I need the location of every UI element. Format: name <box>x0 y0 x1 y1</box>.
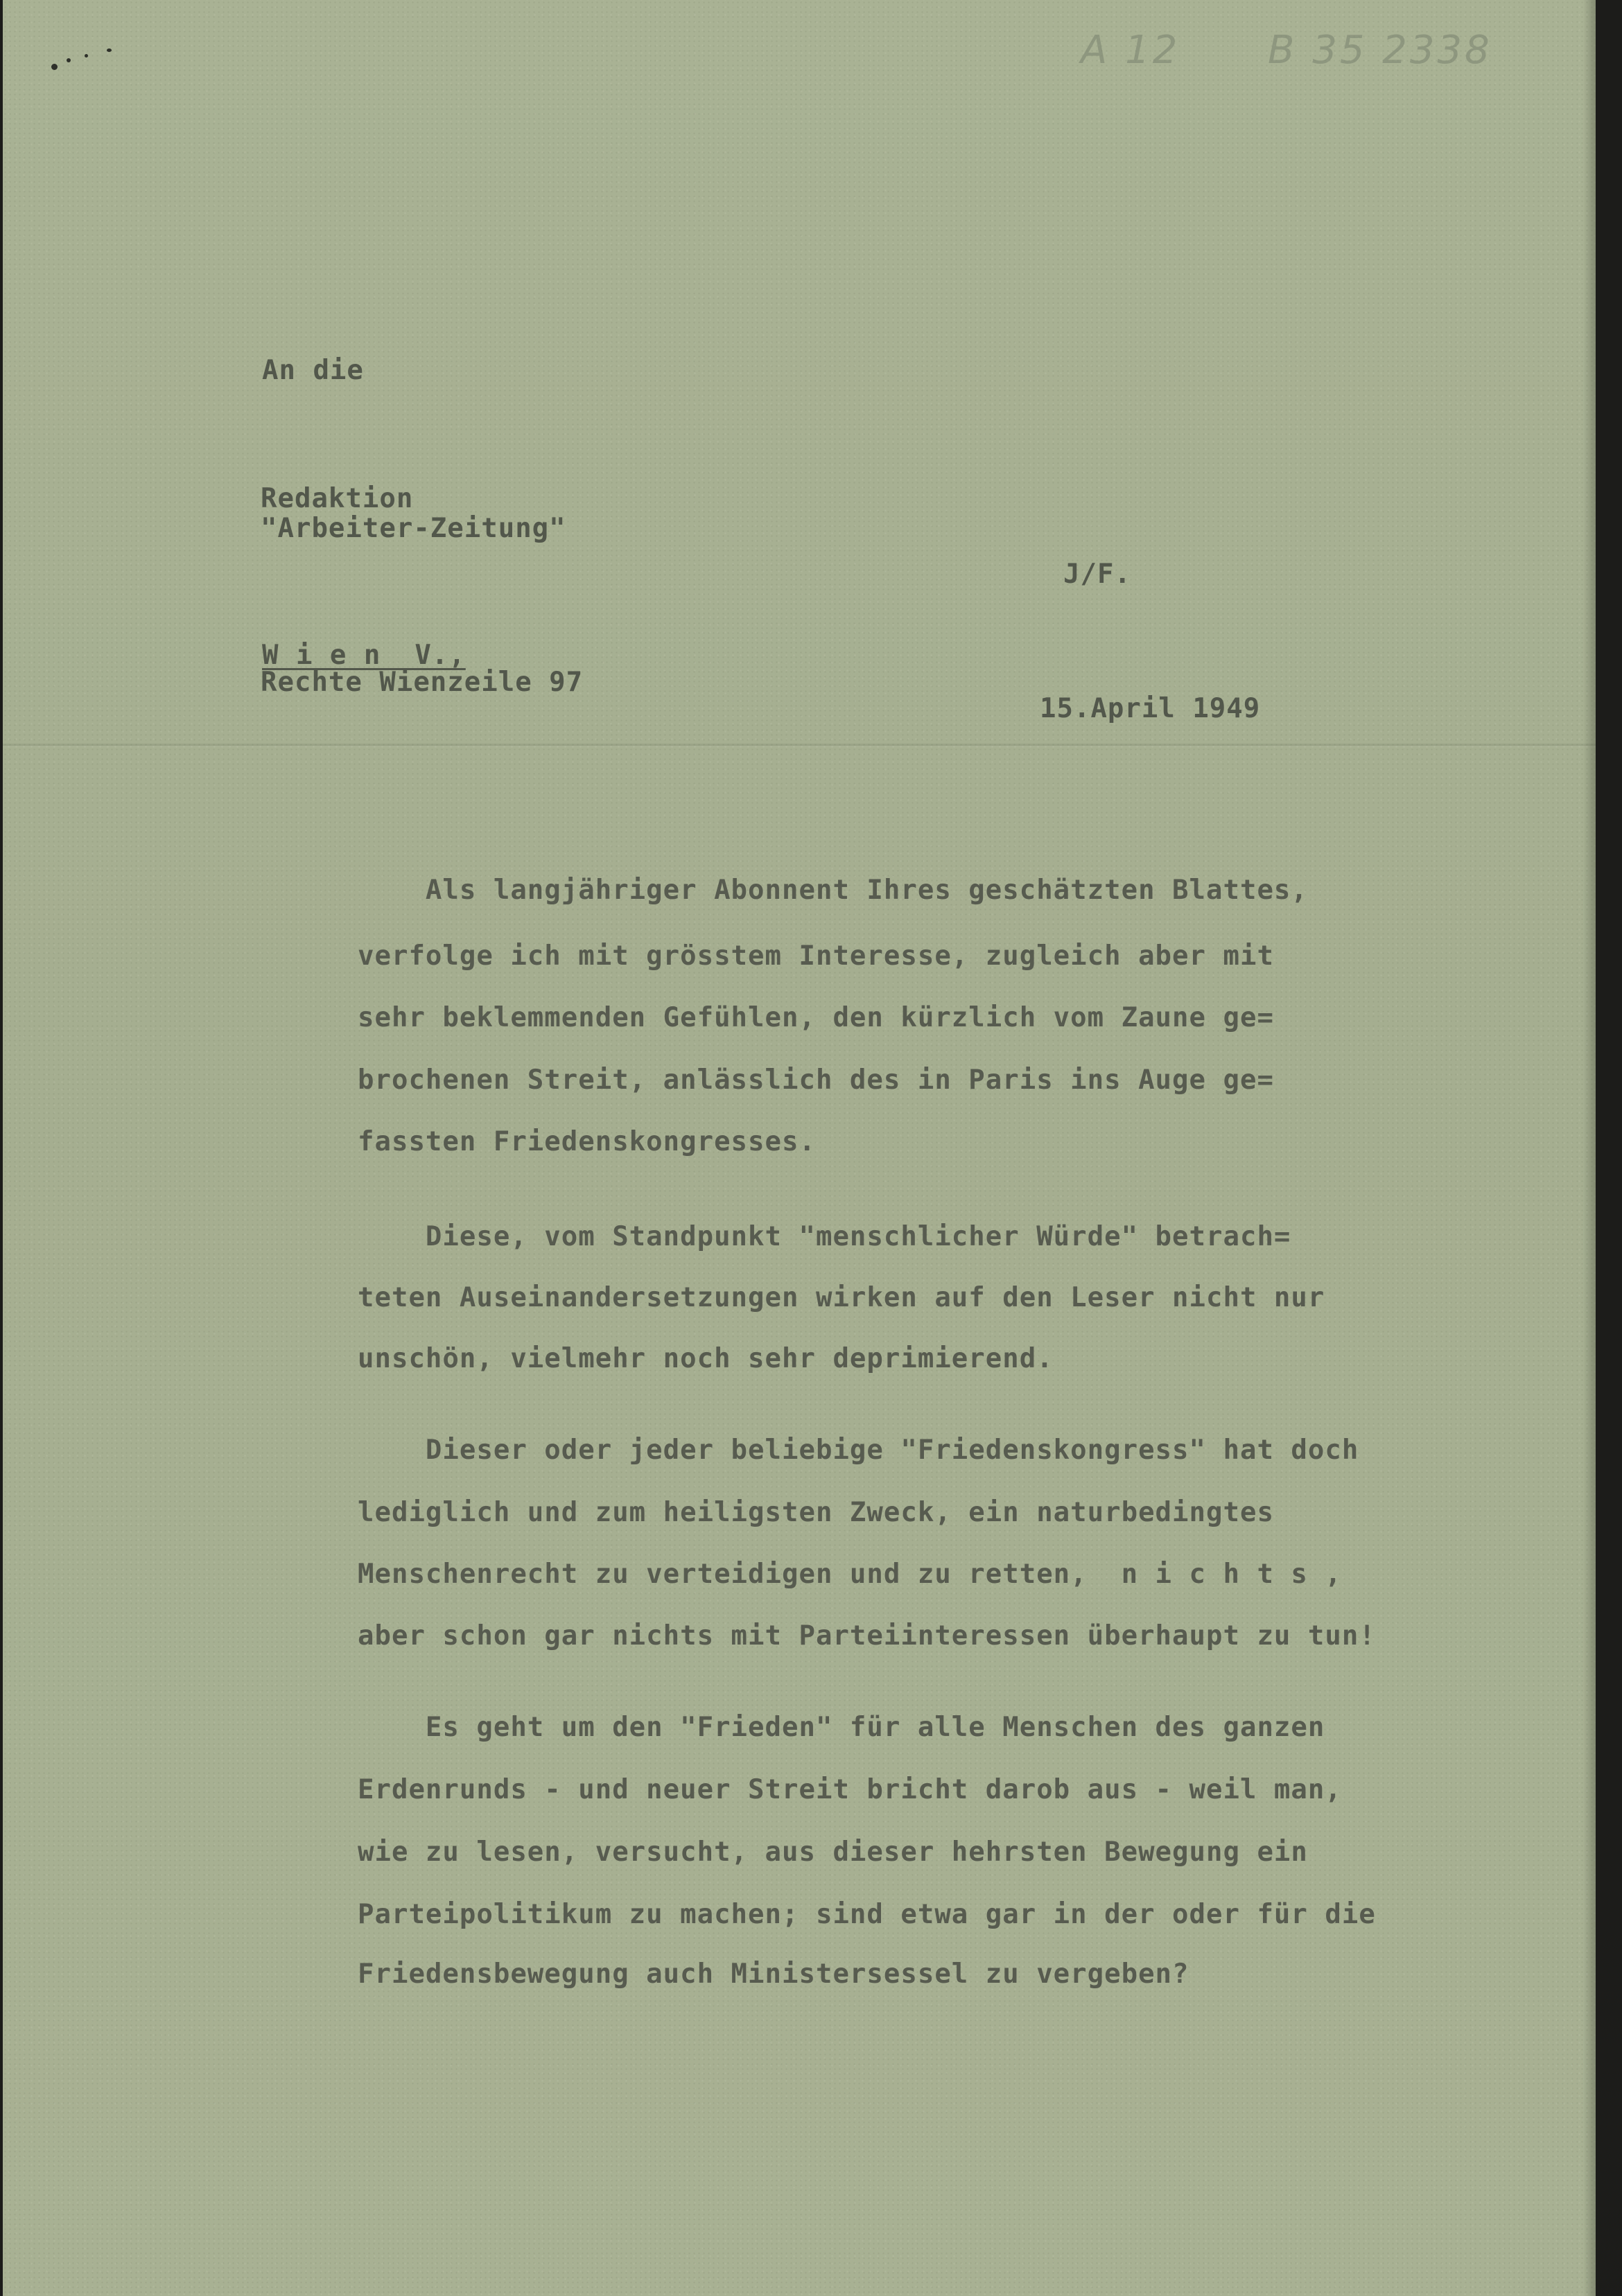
recipient-street: Rechte Wienzeile 97 <box>261 667 584 698</box>
ink-speck <box>107 49 112 52</box>
paragraph-1-line-3: sehr beklemmenden Gefühlen, den kürzlich vom Zaune ge= <box>358 1002 1274 1033</box>
paragraph-1-line-5: fassten Friedenskongresses. <box>358 1126 816 1157</box>
paragraph-2-line-2: teten Auseinandersetzungen wirken auf den Leser nicht nur <box>358 1282 1325 1313</box>
paragraph-3-line-2: lediglich und zum heiligsten Zweck, ein naturbedingtes <box>358 1497 1274 1528</box>
reference-initials: J/F. <box>1063 559 1131 590</box>
paragraph-1-line-4: brochenen Streit, anlässlich des in Paris ins Auge ge= <box>358 1064 1274 1096</box>
paragraph-1-line-2: verfolge ich mit grösstem Interesse, zugleich aber mit <box>358 940 1274 972</box>
letter-page <box>3 0 1596 2296</box>
recipient-org-line2: "Arbeiter-Zeitung" <box>261 513 566 544</box>
paragraph-3-line-1: Dieser oder jeder beliebige "Friedenskongress" hat doch <box>358 1435 1359 1466</box>
archive-mark-left: A 12 <box>1081 28 1180 73</box>
salutation: An die <box>262 355 364 386</box>
paragraph-2-line-1: Diese, vom Standpunkt "menschlicher Würde" betrach= <box>358 1221 1291 1252</box>
ink-speck <box>85 54 88 58</box>
archive-mark-right: B 35 2338 <box>1268 28 1492 73</box>
ink-speck <box>67 58 71 62</box>
paragraph-1-line-1: Als langjähriger Abonnent Ihres geschätzten Blattes, <box>358 875 1308 906</box>
paragraph-2-line-3: unschön, vielmehr noch sehr deprimierend. <box>358 1343 1054 1374</box>
paper-fold-line <box>3 743 1596 747</box>
ink-speck <box>51 64 58 70</box>
paragraph-4-line-5: Friedensbewegung auch Ministersessel zu vergeben? <box>358 1958 1189 1990</box>
paragraph-4-line-3: wie zu lesen, versucht, aus dieser hehrsten Bewegung ein <box>358 1837 1308 1868</box>
recipient-org-line1: Redaktion <box>261 483 414 514</box>
paragraph-3-line-3: Menschenrecht zu verteidigen und zu retten, n i c h t s , <box>358 1559 1342 1590</box>
paragraph-4-line-4: Parteipolitikum zu machen; sind etwa gar in der oder für die <box>358 1899 1376 1930</box>
paper-edge-shadow <box>1583 0 1596 2296</box>
paragraph-3-line-4: aber schon gar nichts mit Parteiinteressen überhaupt zu tun! <box>358 1620 1376 1651</box>
letter-date: 15.April 1949 <box>1040 693 1261 724</box>
paragraph-4-line-1: Es geht um den "Frieden" für alle Menschen des ganzen <box>358 1712 1325 1743</box>
recipient-city: W i e n V., <box>262 640 466 671</box>
paragraph-4-line-2: Erdenrunds - und neuer Streit bricht darob aus - weil man, <box>358 1774 1342 1805</box>
